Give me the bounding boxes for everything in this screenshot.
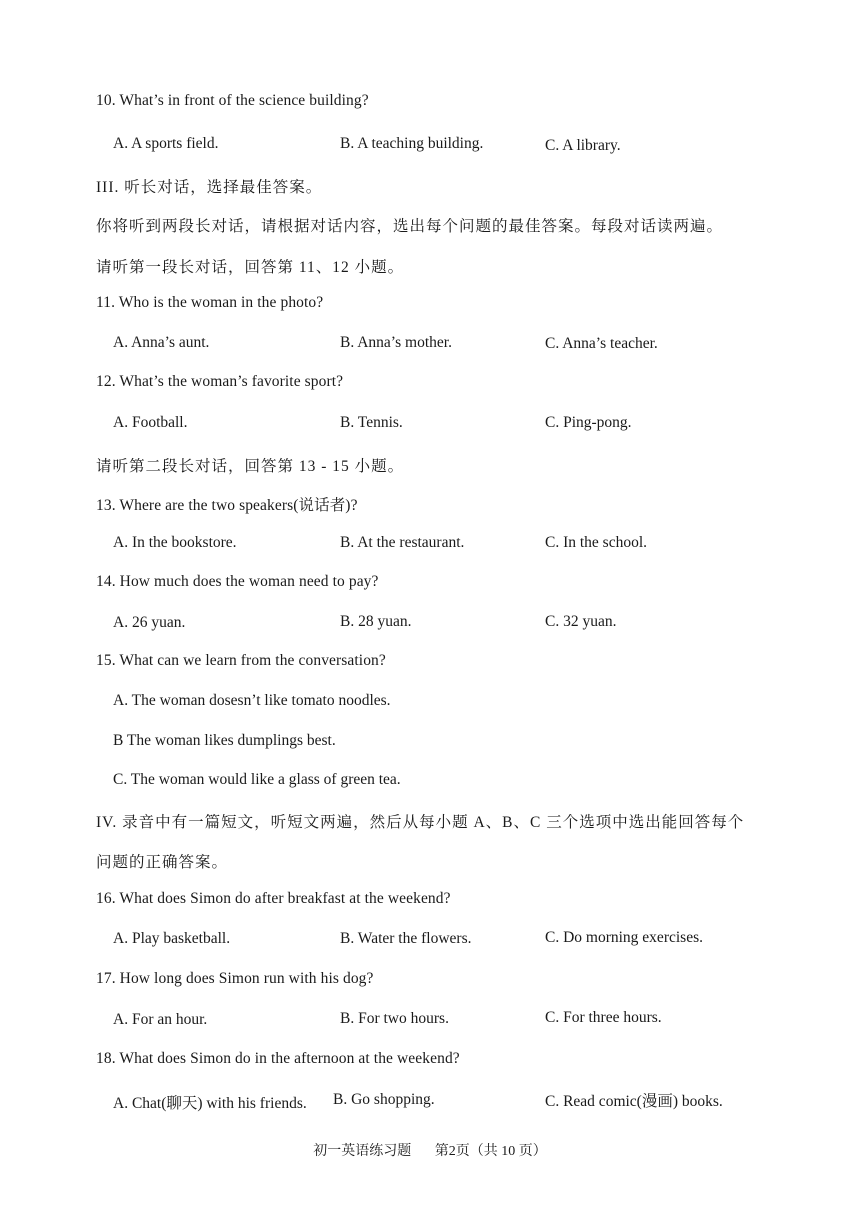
question-13-option-c: C. In the school. — [545, 534, 648, 551]
question-18-option-c: C. Read comic(漫画) books. — [545, 1093, 723, 1110]
question-18-stem: 18. What does Simon do in the afternoon at the weekend? — [96, 1050, 460, 1067]
question-16-stem: 16. What does Simon do after breakfast at the weekend? — [96, 890, 451, 907]
question-17-option-b: B. For two hours. — [340, 1010, 449, 1027]
question-10-option-b: B. A teaching building. — [340, 135, 484, 152]
question-14-option-b: B. 28 yuan. — [340, 613, 412, 630]
question-17-stem: 17. How long does Simon run with his dog? — [96, 970, 374, 987]
question-11-stem: 11. Who is the woman in the photo? — [96, 294, 324, 311]
question-18-option-b: B. Go shopping. — [333, 1091, 435, 1108]
page-number: 第2页（共 10 页） — [434, 1144, 547, 1159]
question-16-option-b: B. Water the flowers. — [340, 930, 472, 947]
page-footer — [0, 1140, 860, 1160]
question-10-option-a: A. A sports field. — [113, 135, 219, 152]
question-16-option-a: A. Play basketball. — [113, 930, 231, 947]
section-3-heading: III. 听长对话，选择最佳答案。 — [96, 179, 323, 196]
question-15-stem: 15. What can we learn from the conversation? — [96, 652, 386, 669]
question-10-stem: 10. What’s in front of the science building? — [96, 92, 369, 109]
question-14-stem: 14. How much does the woman need to pay? — [96, 573, 379, 590]
question-13-option-a: A. In the bookstore. — [113, 534, 237, 551]
question-12-stem: 12. What’s the woman’s favorite sport? — [96, 373, 344, 390]
section-4-heading-continued: 问题的正确答案。 — [96, 854, 229, 871]
footer-title: 初一英语练习题 — [313, 1144, 412, 1159]
question-18-option-a: A. Chat(聊天) with his friends. — [113, 1095, 307, 1112]
dialog-2-instruction: 请听第二段长对话，回答第 13 - 15 小题。 — [96, 458, 405, 475]
question-11-option-a: A. Anna’s aunt. — [113, 334, 210, 351]
question-12-option-b: B. Tennis. — [340, 414, 403, 431]
section-3-instruction: 你将听到两段长对话，请根据对话内容，选出每个问题的最佳答案。每段对话读两遍。 — [96, 218, 724, 235]
section-4-heading: IV. 录音中有一篇短文，听短文两遍，然后从每小题 A、B、C 三个选项中选出能回答每个 — [96, 814, 745, 831]
question-14-option-c: C. 32 yuan. — [545, 613, 617, 630]
question-13-stem: 13. Where are the two speakers(说话者)? — [96, 497, 358, 514]
question-14-option-a: A. 26 yuan. — [113, 614, 186, 631]
question-15-option-a: A. The woman dosesn’t like tomato noodles. — [113, 692, 391, 709]
question-10-option-c: C. A library. — [545, 137, 621, 154]
question-16-option-c: C. Do morning exercises. — [545, 929, 703, 946]
dialog-1-instruction: 请听第一段长对话，回答第 11、12 小题。 — [96, 259, 405, 276]
question-11-option-c: C. Anna’s teacher. — [545, 335, 658, 352]
question-17-option-a: A. For an hour. — [113, 1011, 208, 1028]
question-17-option-c: C. For three hours. — [545, 1009, 662, 1026]
question-12-option-c: C. Ping-pong. — [545, 414, 632, 431]
question-15-option-c: C. The woman would like a glass of green tea. — [113, 771, 401, 788]
question-12-option-a: A. Football. — [113, 414, 188, 431]
question-13-option-b: B. At the restaurant. — [340, 534, 465, 551]
question-11-option-b: B. Anna’s mother. — [340, 334, 452, 351]
question-15-option-b: B The woman likes dumplings best. — [113, 732, 336, 749]
